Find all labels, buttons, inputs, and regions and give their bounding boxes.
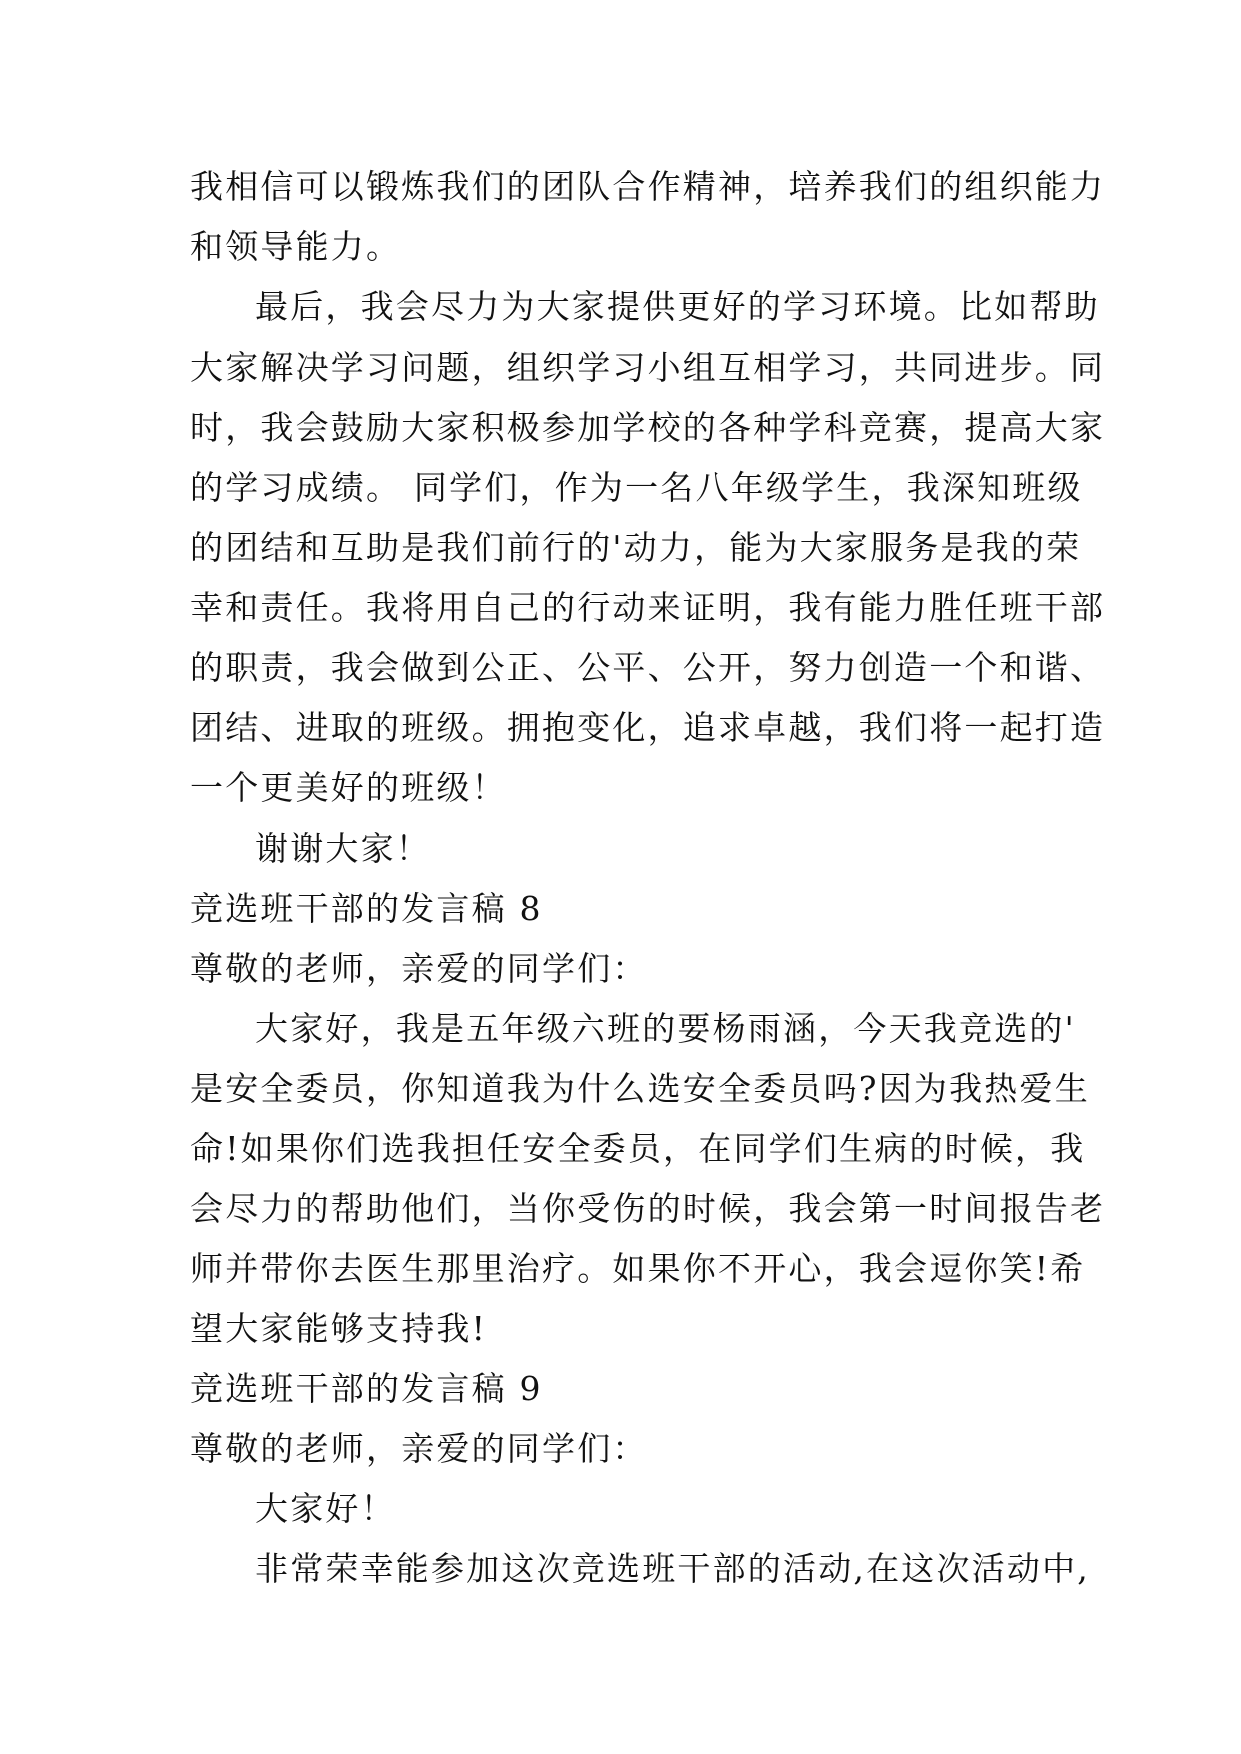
paragraph-line: 的团结和互助是我们前行的'动力，能为大家服务是我的荣 [190,528,1082,567]
paragraph-line: 命!如果你们选我担任安全委员，在同学们生病的时候，我 [190,1129,1086,1168]
section-heading: 竞选班干部的发言稿 9 [190,1369,543,1408]
paragraph-line: 和领导能力。 [190,227,402,266]
paragraph-line: 一个更美好的班级！ [190,768,507,807]
paragraph-line: 团结、进取的班级。拥抱变化，追求卓越，我们将一起打造 [190,708,1106,747]
paragraph-line: 的职责，我会做到公正、公平、公开，努力创造一个和谐、 [190,648,1106,687]
paragraph-line: 会尽力的帮助他们，当你受伤的时候，我会第一时间报告老 [190,1189,1106,1228]
paragraph-line: 是安全委员，你知道我为什么选安全委员吗?因为我热爱生 [190,1069,1090,1108]
paragraph-line: 师并带你去医生那里治疗。如果你不开心，我会逗你笑!希 [190,1249,1086,1288]
salutation: 尊敬的老师，亲爱的同学们： [190,1429,648,1468]
section-heading: 竞选班干部的发言稿 8 [190,889,543,928]
paragraph-line: 幸和责任。我将用自己的行动来证明，我有能力胜任班干部 [190,588,1106,627]
paragraph-line: 大家好，我是五年级六班的要杨雨涵，今天我竞选的' [255,1009,1076,1048]
paragraph-line: 时，我会鼓励大家积极参加学校的各种学科竞赛，提高大家 [190,408,1106,447]
salutation: 尊敬的老师，亲爱的同学们： [190,949,648,988]
closing-line: 谢谢大家！ [255,829,431,868]
paragraph-line: 非常荣幸能参加这次竞选班干部的活动,在这次活动中, [255,1549,1090,1588]
paragraph-line: 的学习成绩。 同学们，作为一名八年级学生，我深知班级 [190,468,1083,507]
greeting-line: 大家好！ [255,1489,396,1528]
paragraph-line: 大家解决学习问题，组织学习小组互相学习，共同进步。同 [190,348,1106,387]
paragraph-line: 最后，我会尽力为大家提供更好的学习环境。比如帮助 [255,287,1100,326]
paragraph-line: 望大家能够支持我! [190,1309,488,1348]
paragraph-line: 我相信可以锻炼我们的团队合作精神，培养我们的组织能力 [190,167,1106,206]
